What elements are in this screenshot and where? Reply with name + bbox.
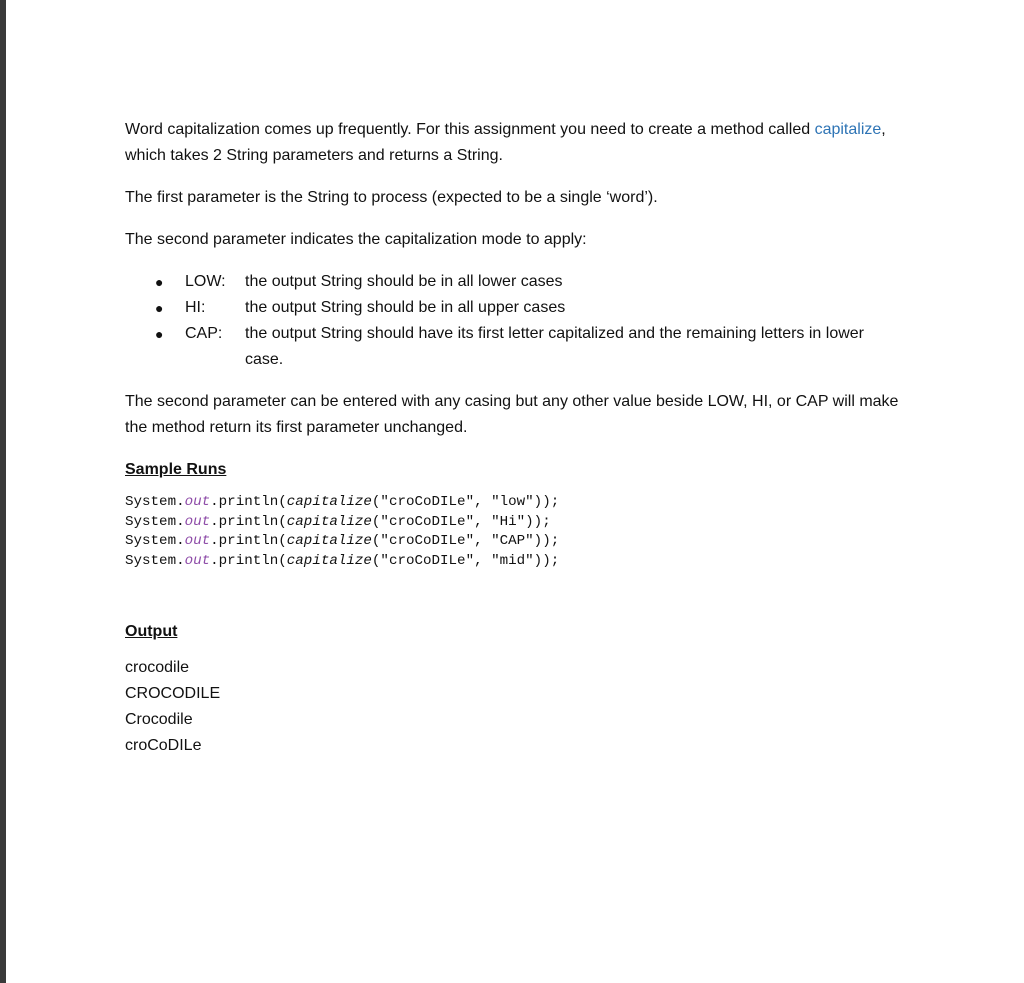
mode-list bbox=[125, 269, 905, 373]
second-parameter-paragraph: The second parameter indicates the capitalization mode to apply: bbox=[125, 231, 587, 248]
list-item-low bbox=[125, 269, 905, 295]
window-left-edge bbox=[0, 0, 6, 983]
output-list bbox=[125, 655, 905, 759]
code-token: capitalize bbox=[286, 552, 372, 569]
code-token: ("croCoDILe", "CAP")); bbox=[371, 533, 560, 549]
code-token: capitalize bbox=[286, 513, 372, 530]
code-token: ("croCoDILe", "mid")); bbox=[371, 552, 560, 569]
code-token: System. bbox=[125, 533, 185, 549]
bullet-icon: ● bbox=[155, 274, 164, 290]
code-token: .println( bbox=[210, 513, 287, 530]
mode-description: the output String should be in all upper cases bbox=[245, 299, 566, 316]
list-item-cap bbox=[125, 321, 905, 373]
method-name-capitalize: capitalize bbox=[814, 121, 882, 138]
intro-text-end: , which takes 2 String parameters and returns a String. bbox=[125, 121, 886, 164]
code-token: ("croCoDILe", "Hi")); bbox=[371, 513, 551, 530]
mode-label: CAP: bbox=[185, 325, 223, 342]
first-parameter-paragraph: The first parameter is the String to process (expected to be a single ‘word’). bbox=[125, 189, 658, 206]
output-line: croCoDILe bbox=[125, 737, 202, 754]
code-block bbox=[125, 493, 905, 571]
mode-description: the output String should be in all lower cases bbox=[245, 273, 563, 290]
list-item-hi bbox=[125, 295, 905, 321]
code-token: capitalize bbox=[286, 494, 372, 510]
document-page bbox=[125, 117, 905, 759]
code-token: System. bbox=[125, 552, 185, 569]
casing-paragraph: The second parameter can be entered with any casing but any other value beside LOW, HI, or CAP will make the method return its first parameter unchanged. bbox=[125, 393, 899, 436]
bullet-icon: ● bbox=[155, 326, 164, 342]
code-token: out bbox=[184, 513, 211, 530]
intro-paragraph bbox=[125, 117, 905, 169]
mode-description: the output String should have its first letter capitalized and the remaining letters in lower case. bbox=[245, 325, 864, 368]
code-line bbox=[125, 493, 905, 513]
code-line bbox=[125, 532, 905, 552]
code-line bbox=[125, 552, 905, 572]
mode-label: HI: bbox=[185, 299, 206, 316]
code-token: capitalize bbox=[286, 533, 372, 549]
code-line bbox=[125, 513, 905, 533]
code-token: out bbox=[184, 552, 211, 569]
code-token: out bbox=[184, 494, 211, 510]
intro-text-start: Word capitalization comes up frequently. For this assignment you need to create a method called bbox=[125, 121, 815, 138]
sample-runs-heading: Sample Runs bbox=[125, 461, 227, 478]
code-token: .println( bbox=[210, 552, 287, 569]
output-line: crocodile bbox=[125, 659, 190, 676]
bullet-icon: ● bbox=[155, 300, 164, 316]
code-token: out bbox=[184, 533, 211, 549]
code-token: ("croCoDILe", "low")); bbox=[371, 494, 560, 510]
output-heading: Output bbox=[125, 623, 178, 640]
code-token: System. bbox=[125, 513, 185, 530]
code-token: System. bbox=[125, 494, 185, 510]
output-line: CROCODILE bbox=[125, 685, 221, 702]
code-token: .println( bbox=[210, 494, 287, 510]
mode-label: LOW: bbox=[185, 273, 226, 290]
output-line: Crocodile bbox=[125, 711, 193, 728]
code-token: .println( bbox=[210, 533, 287, 549]
